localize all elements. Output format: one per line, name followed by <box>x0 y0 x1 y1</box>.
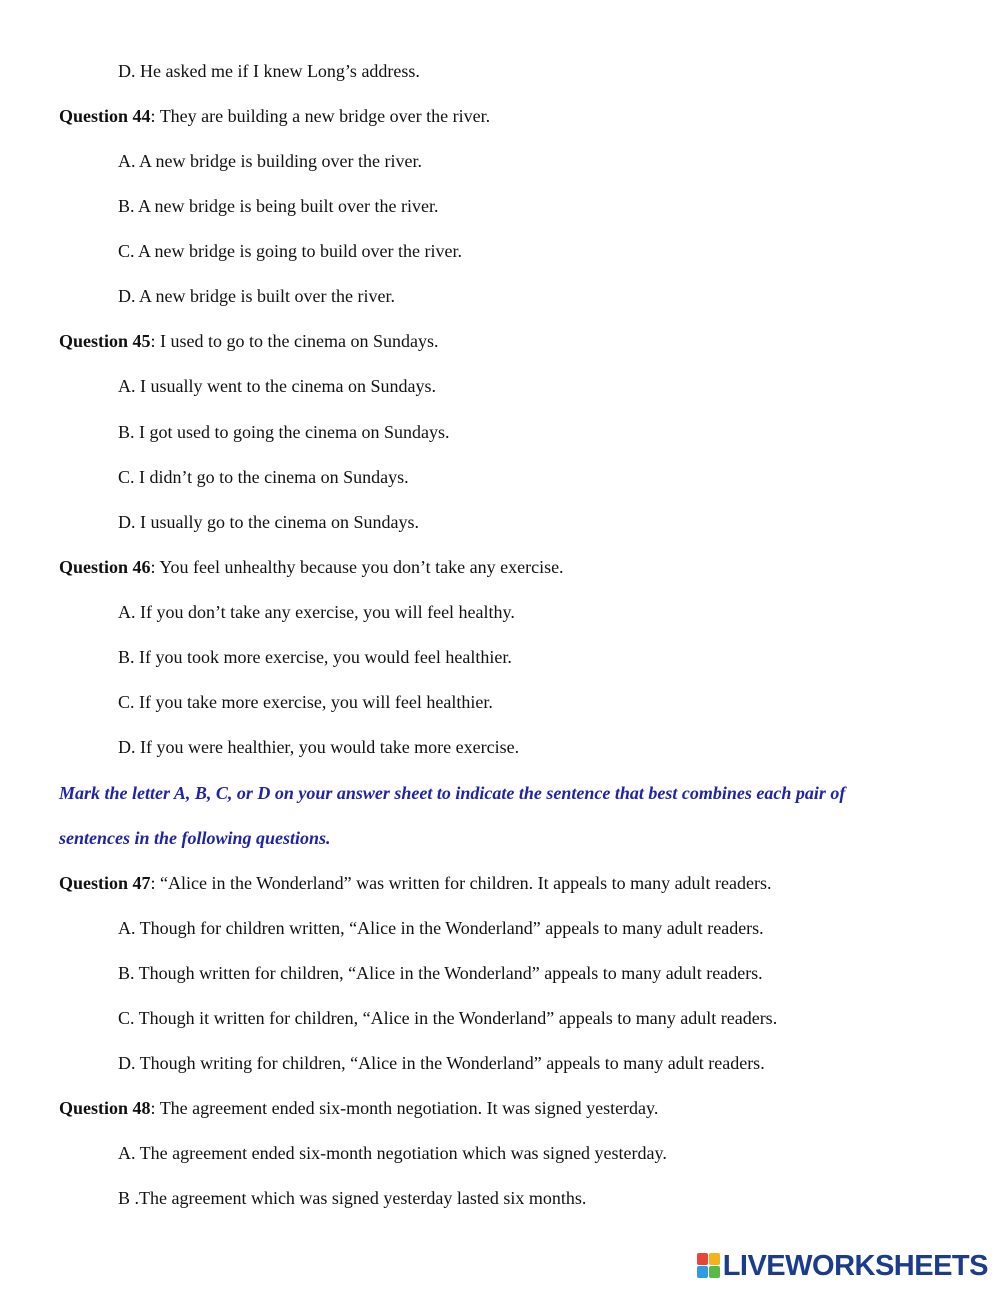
question-45 <box>59 330 438 352</box>
option-43-d: D. He asked me if I knew Long’s address. <box>118 61 420 81</box>
question-46-label: Question 46 <box>59 557 151 577</box>
option-46-d: D. If you were healthier, you would take more exercise. <box>118 737 520 757</box>
option-48-a: A. The agreement ended six-month negotiation which was signed yesterday. <box>118 1143 667 1163</box>
instruction-line-1: Mark the letter A, B, C, or D on your answer sheet to indicate the sentence that best combines each pair of <box>59 783 846 803</box>
question-47 <box>59 872 772 894</box>
liveworksheets-logo-text: LIVEWORKSHEETS <box>722 1249 988 1282</box>
question-48-label: Question 48 <box>59 1098 151 1118</box>
liveworksheets-logo-icon <box>697 1253 721 1279</box>
option-46-c: C. If you take more exercise, you will feel healthier. <box>118 692 493 712</box>
option-46-a: A. If you don’t take any exercise, you will feel healthy. <box>118 602 515 622</box>
question-44-label: Question 44 <box>59 106 151 126</box>
question-47-label: Question 47 <box>59 873 151 893</box>
option-45-b: B. I got used to going the cinema on Sundays. <box>118 422 450 442</box>
question-48 <box>59 1097 658 1119</box>
logo-square-blue <box>697 1266 708 1278</box>
question-47-stem: : “Alice in the Wonderland” was written for children. It appeals to many adult readers. <box>150 873 772 893</box>
option-44-d: D. A new bridge is built over the river. <box>118 286 395 306</box>
option-45-a: A. I usually went to the cinema on Sundays. <box>118 376 436 396</box>
question-44-stem: : They are building a new bridge over the river. <box>150 106 491 126</box>
question-45-stem: : I used to go to the cinema on Sundays. <box>150 331 439 351</box>
logo-square-yellow <box>709 1253 720 1265</box>
option-48-b: B .The agreement which was signed yesterday lasted six months. <box>118 1188 587 1208</box>
logo-square-red <box>697 1253 708 1265</box>
question-46 <box>59 556 564 578</box>
question-48-stem: : The agreement ended six-month negotiation. It was signed yesterday. <box>150 1098 659 1118</box>
liveworksheets-logo[interactable] <box>697 1250 988 1282</box>
option-44-a: A. A new bridge is building over the river. <box>118 151 422 171</box>
option-44-b: B. A new bridge is being built over the river. <box>118 196 439 216</box>
option-46-b: B. If you took more exercise, you would feel healthier. <box>118 647 512 667</box>
option-47-c: C. Though it written for children, “Alice in the Wonderland” appeals to many adult readers. <box>118 1008 778 1028</box>
question-46-stem: : You feel unhealthy because you don’t take any exercise. <box>150 557 564 577</box>
option-45-d: D. I usually go to the cinema on Sundays. <box>118 512 419 532</box>
option-45-c: C. I didn’t go to the cinema on Sundays. <box>118 467 409 487</box>
logo-square-green <box>709 1266 720 1278</box>
option-44-c: C. A new bridge is going to build over the river. <box>118 241 462 261</box>
question-44 <box>59 105 490 127</box>
question-45-label: Question 45 <box>59 331 151 351</box>
option-47-d: D. Though writing for children, “Alice in the Wonderland” appeals to many adult readers. <box>118 1053 765 1073</box>
option-47-a: A. Though for children written, “Alice in the Wonderland” appeals to many adult readers. <box>118 918 764 938</box>
option-47-b: B. Though written for children, “Alice in the Wonderland” appeals to many adult readers. <box>118 963 763 983</box>
instruction-line-2: sentences in the following questions. <box>59 828 331 848</box>
